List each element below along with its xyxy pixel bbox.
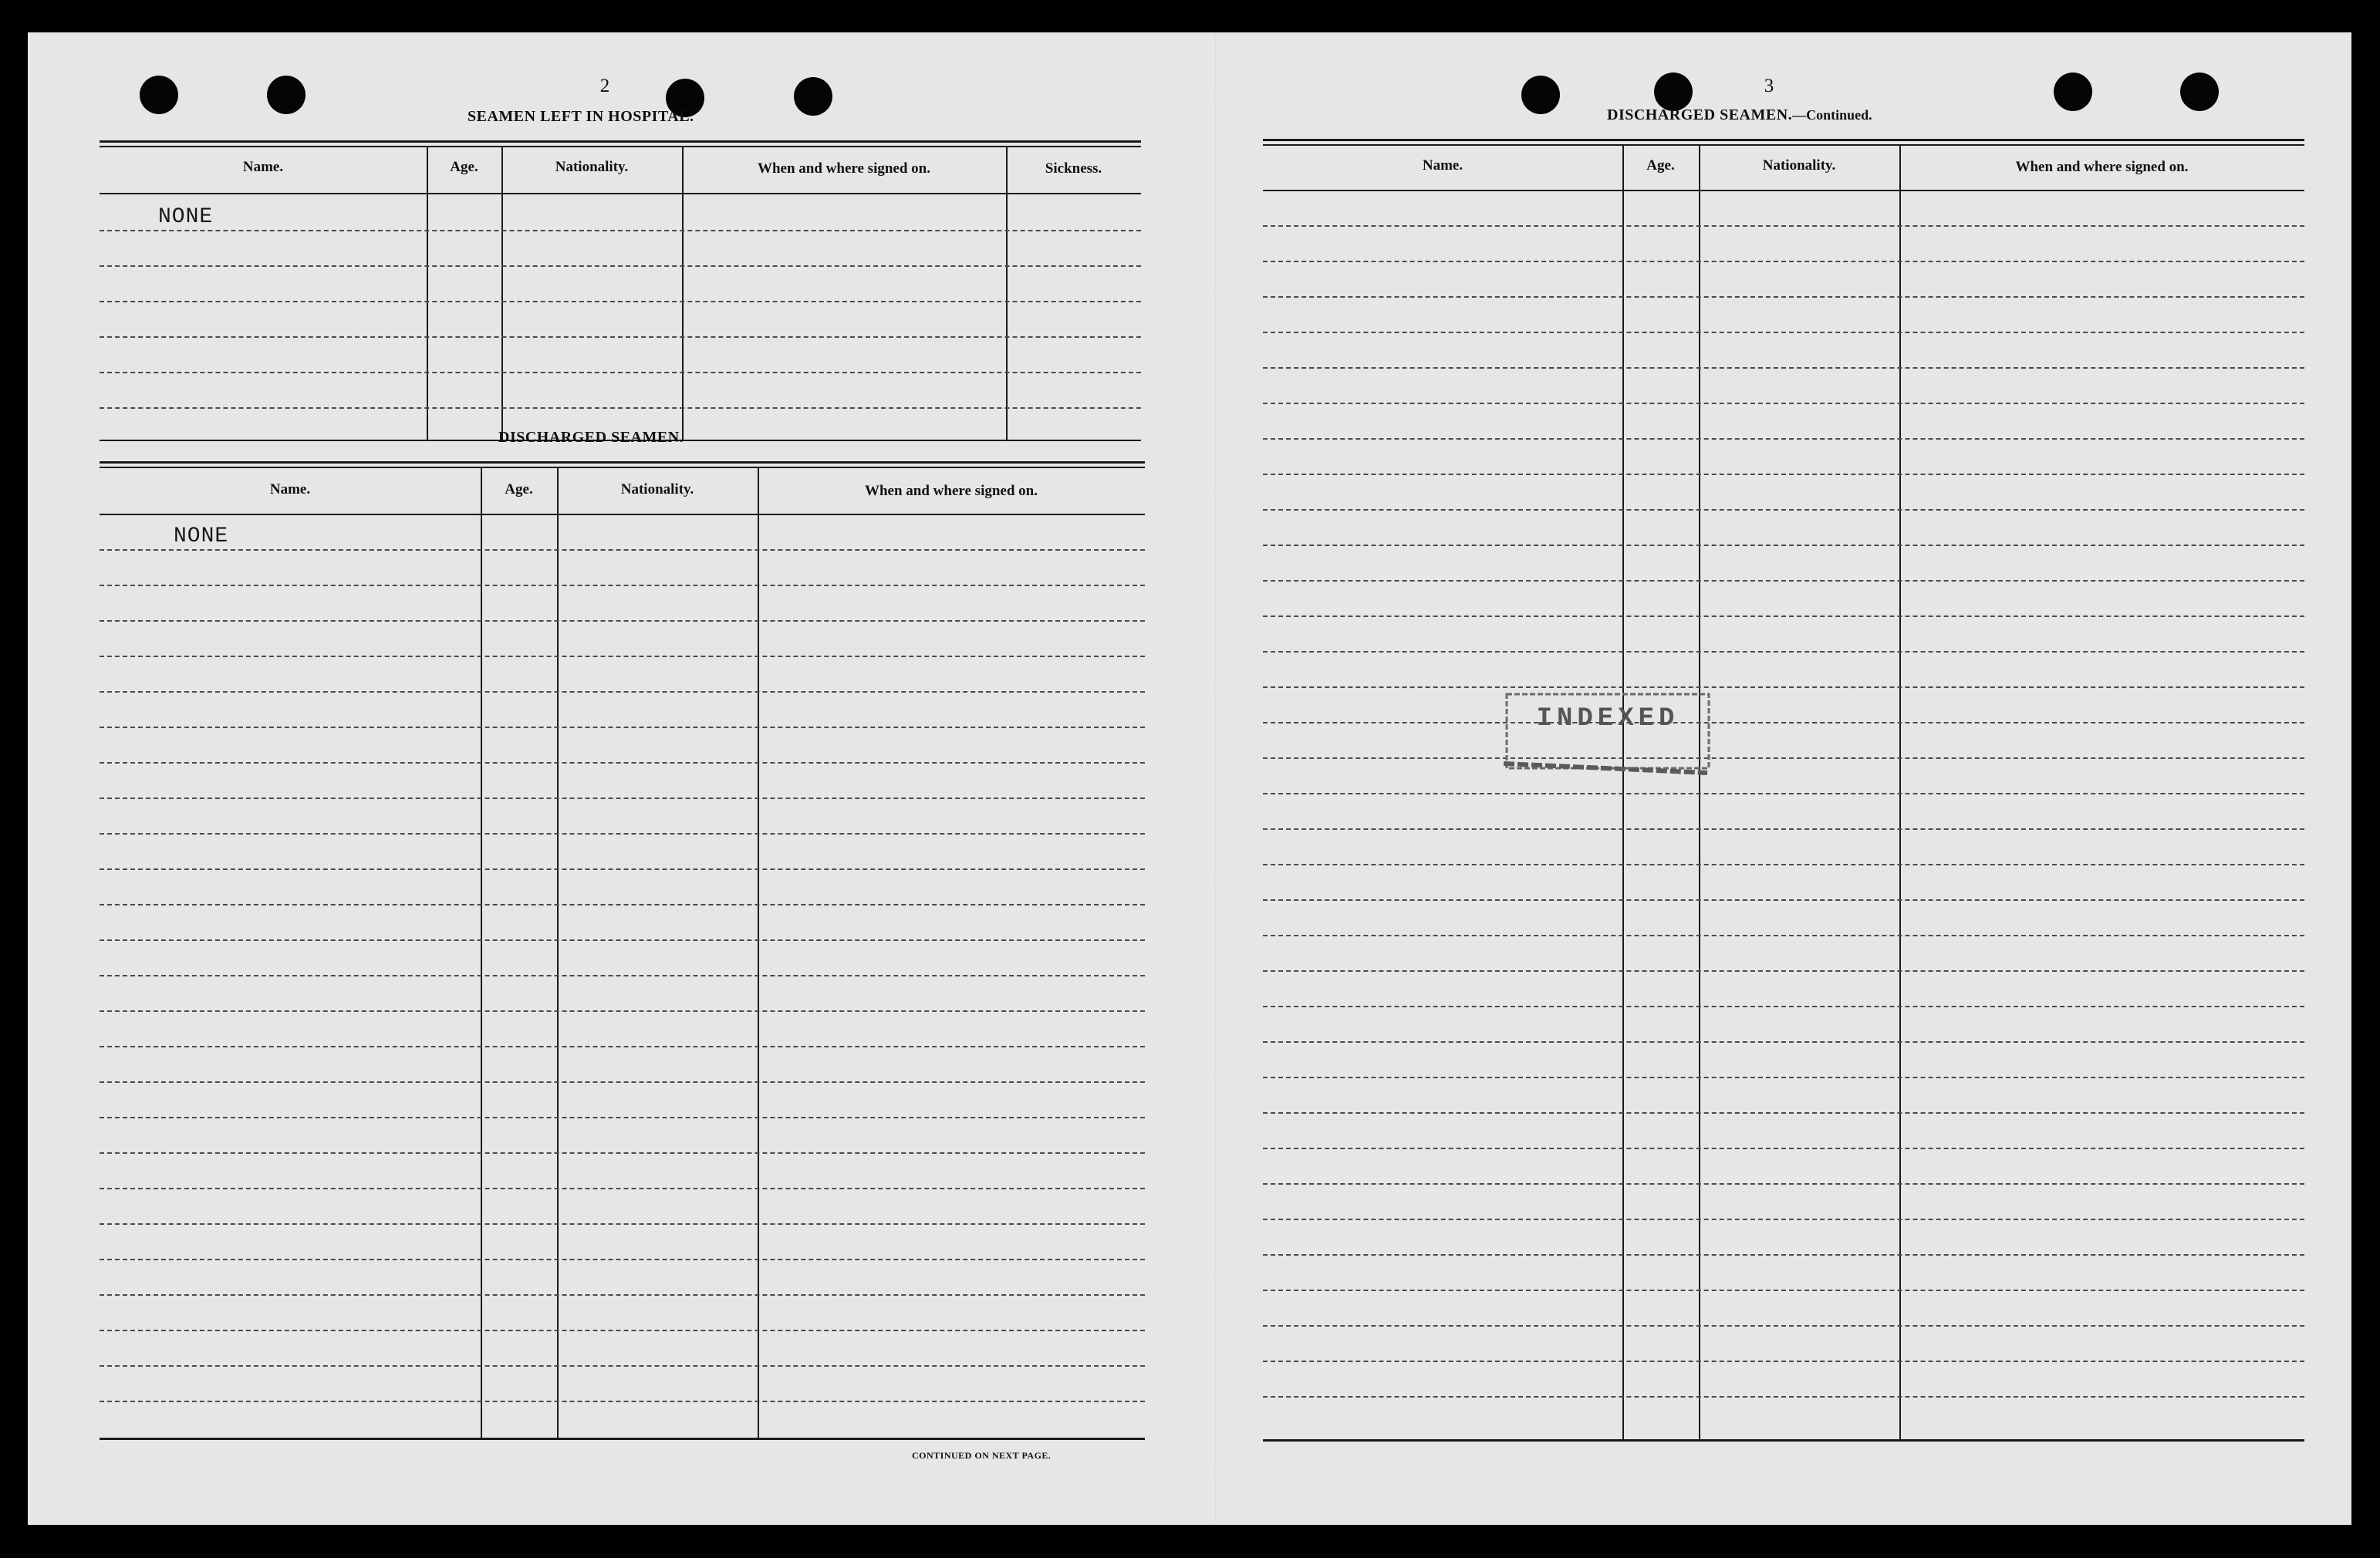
indexed-stamp xyxy=(1499,688,1715,781)
col-name-header: Name. xyxy=(242,159,284,175)
title-main: DISCHARGED SEAMEN. xyxy=(1607,106,1793,123)
col-age-header: Age. xyxy=(450,159,478,175)
page-number: 2 xyxy=(599,76,610,96)
page-number: 3 xyxy=(1764,76,1774,96)
col-signed-on-header: When and where signed on. xyxy=(2015,159,2189,175)
discharged-entry-name: NONE xyxy=(174,524,229,548)
discharged-table-right xyxy=(1263,139,2304,1444)
right-page xyxy=(28,32,2351,1525)
col-age-header: Age. xyxy=(1646,157,1675,174)
stamp-text: INDEXED xyxy=(1536,704,1680,733)
col-signed-on-header: When and where signed on. xyxy=(757,160,930,177)
col-nationality-header: Nationality. xyxy=(555,159,629,175)
hospital-entry-name: NONE xyxy=(158,205,214,229)
col-nationality-header: Nationality. xyxy=(620,481,694,497)
discharged-section-title: DISCHARGED SEAMEN. xyxy=(498,429,684,446)
discharged-continued-title xyxy=(1607,106,1872,124)
hospital-section-title: SEAMEN LEFT IN HOSPITAL. xyxy=(468,108,694,125)
col-name-header: Name. xyxy=(1422,157,1463,174)
col-age-header: Age. xyxy=(505,481,533,497)
title-suffix: —Continued. xyxy=(1792,107,1872,123)
col-sickness-header: Sickness. xyxy=(1045,160,1102,177)
continued-note: CONTINUED ON NEXT PAGE. xyxy=(912,1450,1052,1461)
col-nationality-header: Nationality. xyxy=(1762,157,1836,174)
form-sheet xyxy=(28,32,2351,1525)
col-name-header: Name. xyxy=(269,481,311,497)
col-signed-on-header: When and where signed on. xyxy=(864,483,1038,499)
